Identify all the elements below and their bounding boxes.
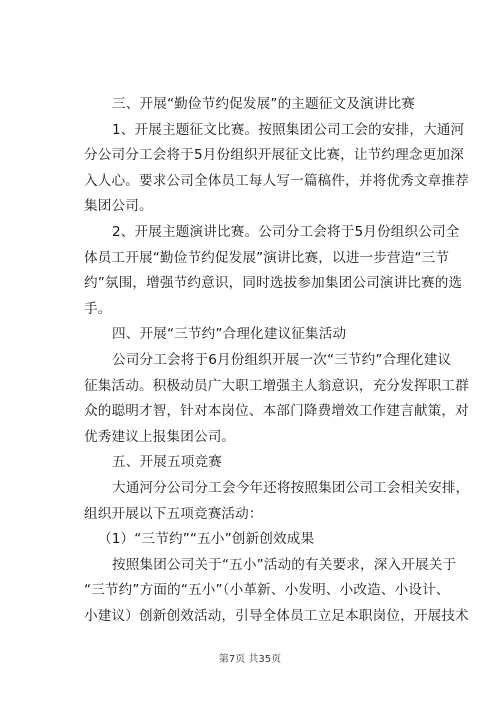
paragraph-line: 征集活动。积极动员广大职工增强主人翁意识，充分发挥职工群 — [84, 377, 469, 394]
paragraph-line: 2、开展主题演讲比赛。公司分工会将于5月份组织公司全 — [112, 223, 460, 240]
page-number-footer: 第7页 共35页 — [218, 654, 282, 665]
paragraph-line: 小建议）创新创效活动，引导全体员工立足本职岗位，开展技术 — [84, 607, 469, 624]
heading-section-3: 三、开展“勤俭节约促发展”的主题征文及演讲比赛 — [112, 96, 416, 112]
paragraph-line: “三节约”方面的“五小”（小革新、小发明、小改造、小设计、 — [84, 582, 450, 599]
paragraph-line: 众的聪明才智，针对本岗位、本部门降费增效工作建言献策，对 — [84, 403, 469, 420]
paragraph-line: 手。 — [84, 300, 112, 317]
paragraph-line: 优秀建议上报集团公司。 — [84, 428, 236, 445]
subheading-item-1: （1）“三节约”“五小”创新创效成果 — [98, 531, 315, 548]
paragraph-line: 1、开展主题征文比赛。按照集团公司工会的安排，大通河 — [112, 121, 465, 138]
paragraph-line: 入人心。要求公司全体员工每人写一篇稿件，并将优秀文章推荐 — [84, 172, 469, 189]
paragraph-line: 组织开展以下五项竞赛活动： — [84, 505, 263, 522]
document-body — [84, 92, 470, 629]
paragraph-line: 体员工开展“勤俭节约促发展”演讲比赛，以进一步营造“三节 — [84, 249, 450, 266]
paragraph-line: 约”氛围，增强节约意识，同时选拔参加集团公司演讲比赛的选 — [84, 275, 463, 292]
paragraph-line: 大通河分公司分工会今年还将按照集团公司工会相关安排， — [112, 479, 470, 496]
paragraph-line: 分公司分工会将于5月份组织开展征文比赛，让节约理念更加深 — [84, 147, 464, 164]
paragraph-line: 按照集团公司关于“五小”活动的有关要求，深入开展关于 — [112, 556, 457, 573]
paragraph-line: 集团公司。 — [84, 198, 153, 215]
heading-section-5: 五、开展五项竞赛 — [112, 454, 222, 471]
paragraph-line: 公司分工会将于6月份组织开展一次“三节约”合理化建议 — [112, 351, 452, 368]
heading-section-4: 四、开展“三节约”合理化建议征集活动 — [112, 326, 347, 343]
